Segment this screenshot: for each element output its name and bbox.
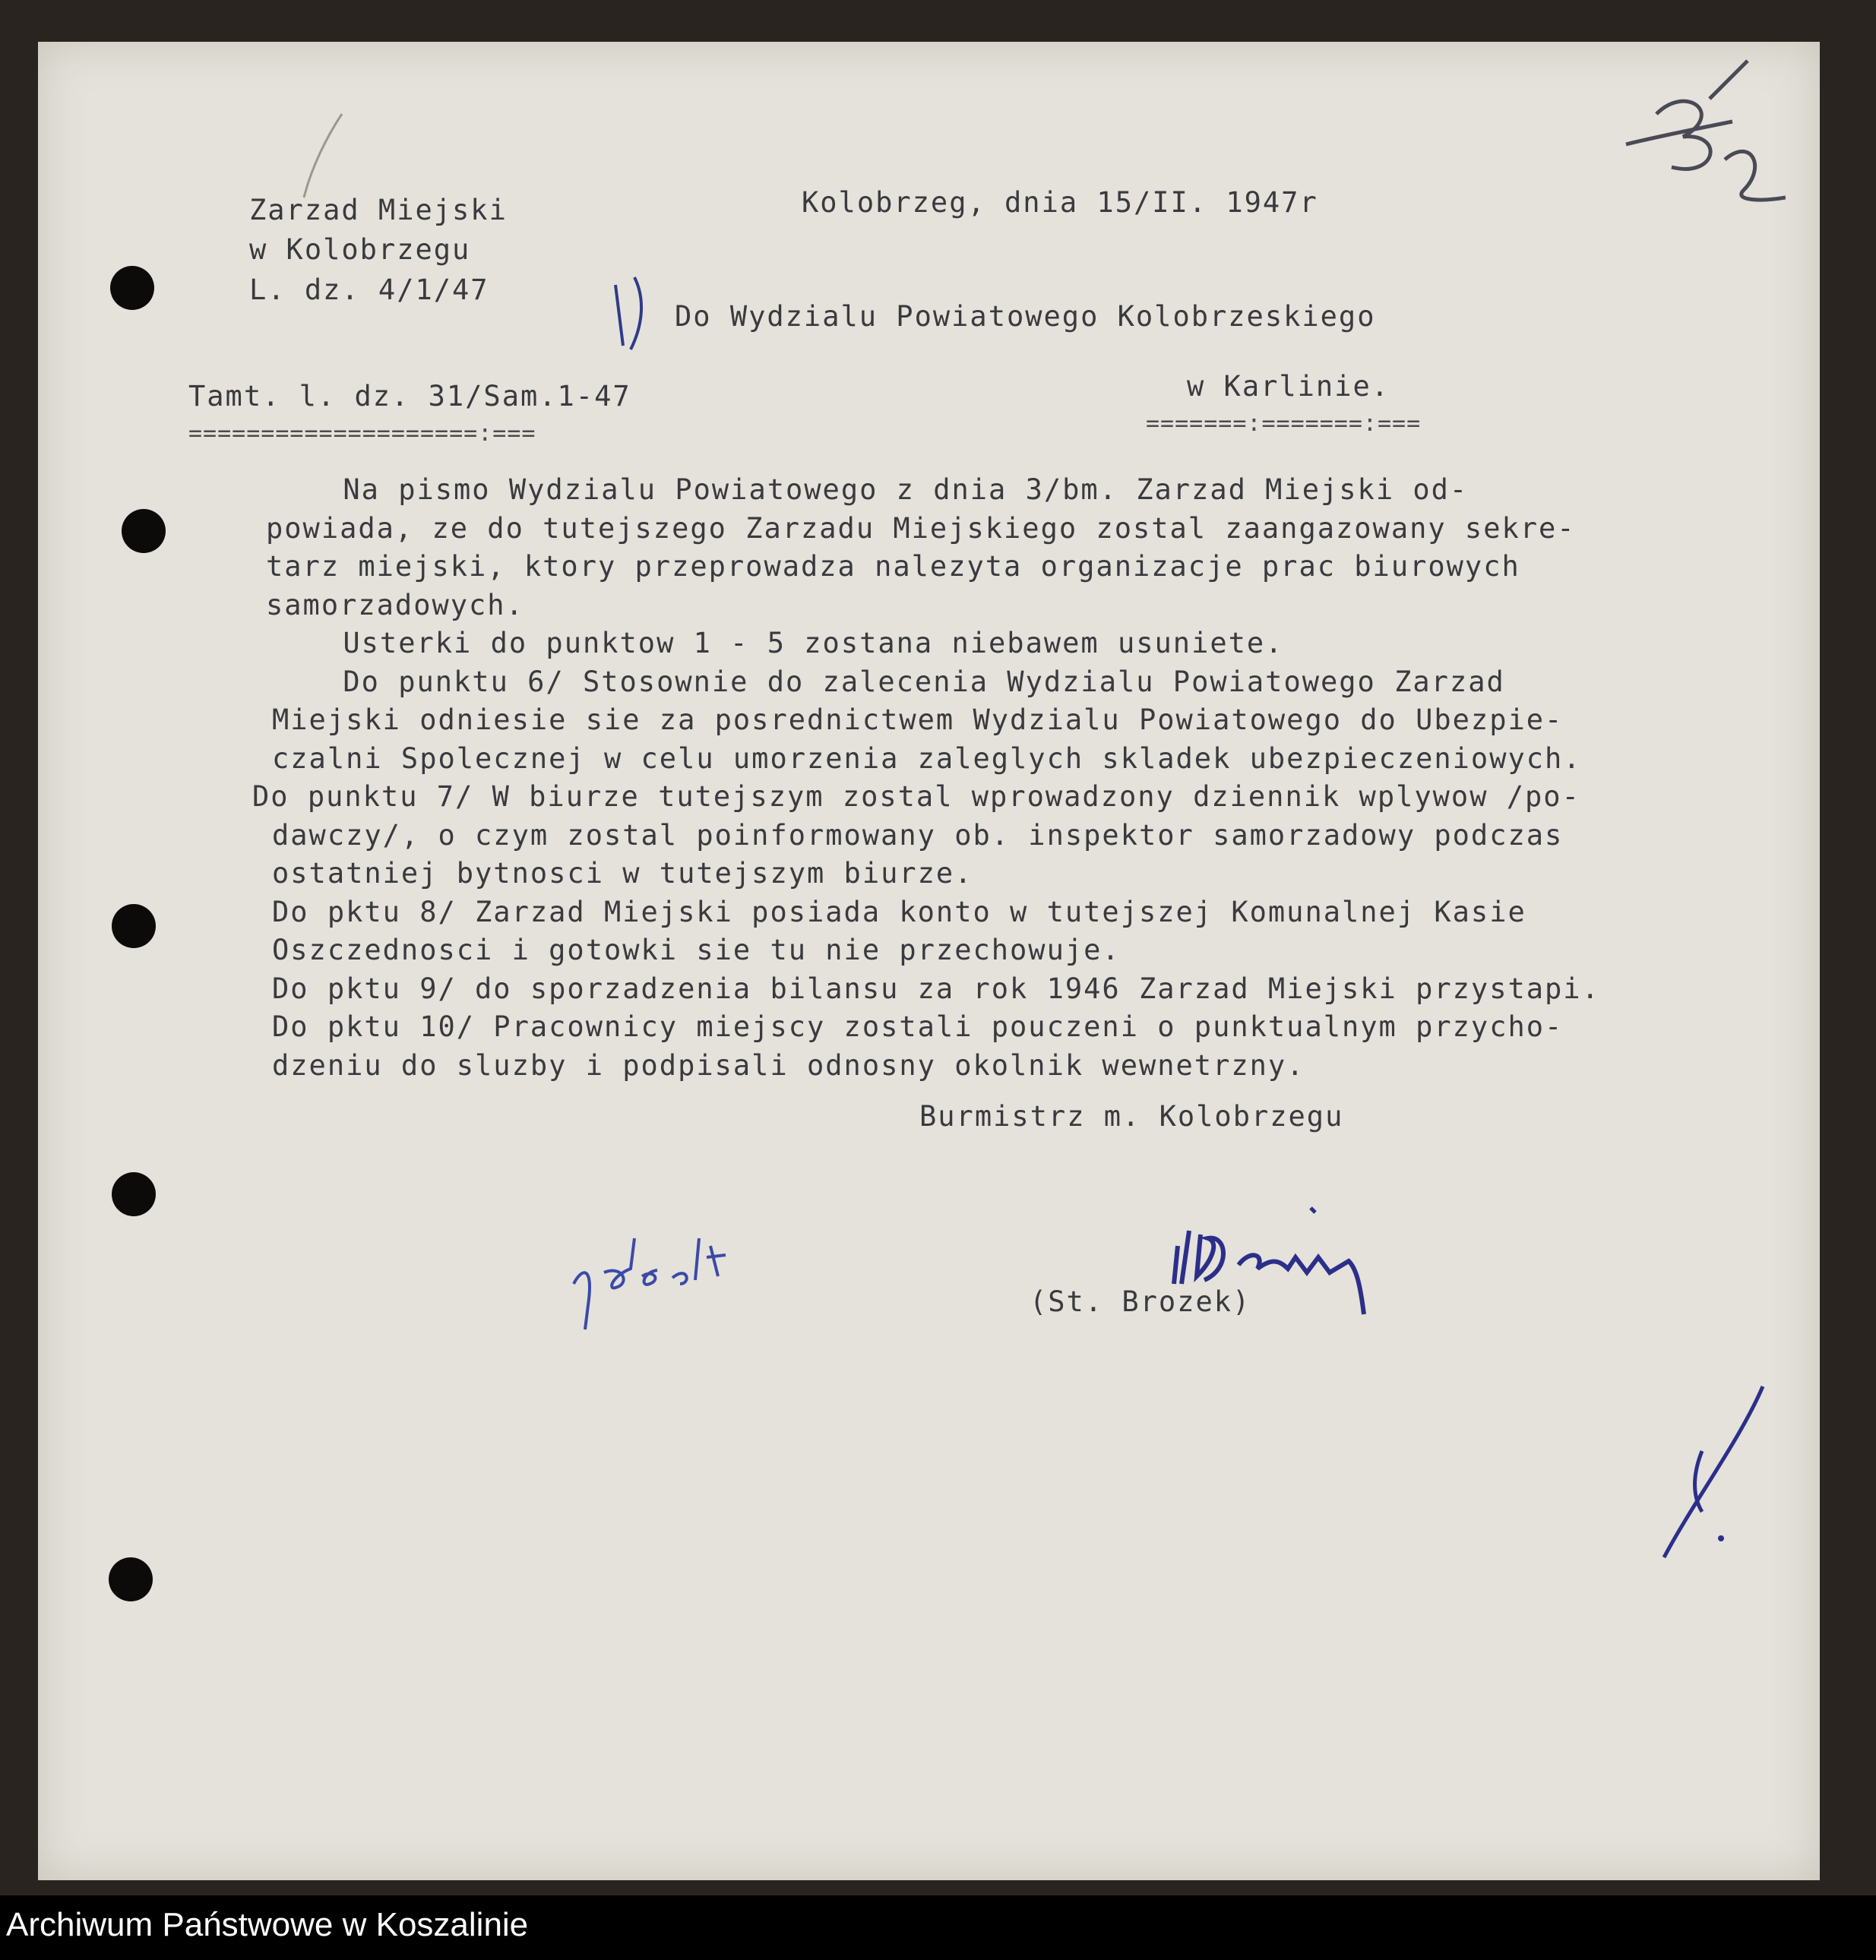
body-line: Na pismo Wydzialu Powiatowego z dnia 3/bm. Zarzad Miejski od-	[251, 473, 1469, 506]
body-line: dzeniu do sluzby i podpisali odnosny okolnik wewnetrzny.	[272, 1048, 1305, 1082]
recipient-line-2: w Karlinie.	[1187, 370, 1390, 403]
punch-hole	[110, 266, 154, 310]
archive-footer	[0, 1895, 1876, 1960]
sender-line-3: L. dz. 4/1/47	[249, 273, 489, 306]
handwritten-initial	[1649, 1379, 1770, 1569]
body-line: dawczy/, o czym zostal poinformowany ob. inspektor samorzadowy podczas	[272, 818, 1564, 852]
body-line: Do pktu 9/ do sporzadzenia bilansu za rok 1946 Zarzad Miejski przystapi.	[272, 972, 1600, 1005]
body-line: powiada, ze do tutejszego Zarzadu Miejskiego zostal zaangazowany sekre-	[266, 511, 1576, 545]
handwritten-margin-mark	[608, 273, 653, 357]
punch-hole	[112, 1172, 156, 1216]
signature-name: (St. Brozek)	[1030, 1285, 1251, 1318]
punch-hole	[122, 509, 166, 553]
letter-body	[251, 471, 1846, 1085]
signature-title: Burmistrz m. Kolobrzegu	[919, 1100, 1344, 1133]
body-line: ostatniej bytnosci w tutejszym biurze.	[272, 857, 973, 890]
body-line: samorzadowych.	[266, 588, 524, 621]
sender-line-2: w Kolobrzegu	[249, 233, 471, 266]
handwritten-note	[558, 1223, 756, 1337]
body-line: Oszczednosci i gotowki sie tu nie przechowuje.	[272, 934, 1121, 966]
body-line: Miejski odniesie sie za posrednictwem Wydzialu Powiatowego do Ubezpie-	[272, 703, 1564, 736]
body-line: Do pktu 10/ Pracownicy miejscy zostali pouczeni o punktualnym przycho-	[272, 1010, 1564, 1043]
body-line: tarz miejski, ktory przeprowadza nalezyta organizacje prac biurowych	[266, 550, 1520, 583]
body-line: czalni Spolecznej w celu umorzenia zaleglych skladek ubezpieczeniowych.	[272, 741, 1582, 775]
date-line: Kolobrzeg, dnia 15/II. 1947r	[802, 186, 1318, 219]
body-line: Do punktu 7/ W biurze tutejszym zostal wprowadzony dziennik wplywow /po-	[252, 780, 1580, 813]
punch-hole	[109, 1557, 153, 1601]
archive-name: Archiwum Państwowe w Koszalinie	[6, 1906, 529, 1943]
handwritten-number-mark	[1611, 46, 1786, 220]
body-line: Do pktu 8/ Zarzad Miejski posiada konto w tutejszej Komunalnej Kasie	[272, 895, 1526, 928]
sender-line-1: Zarzad Miejski	[249, 194, 508, 226]
recipient-line-1: Do Wydzialu Powiatowego Kolobrzeskiego	[675, 300, 1376, 333]
pencil-stroke	[289, 106, 350, 205]
reference-underline: ====================:===	[188, 420, 536, 447]
recipient-underline: =======:=======:===	[1146, 410, 1422, 437]
body-line: Usterki do punktow 1 - 5 zostana niebawem usuniete.	[251, 627, 1284, 659]
reference-number: Tamt. l. dz. 31/Sam.1-47	[188, 380, 631, 413]
body-line: Do punktu 6/ Stosownie do zalecenia Wydzialu Powiatowego Zarzad	[251, 665, 1505, 698]
punch-hole	[112, 904, 156, 948]
handwritten-signature	[1166, 1200, 1379, 1322]
